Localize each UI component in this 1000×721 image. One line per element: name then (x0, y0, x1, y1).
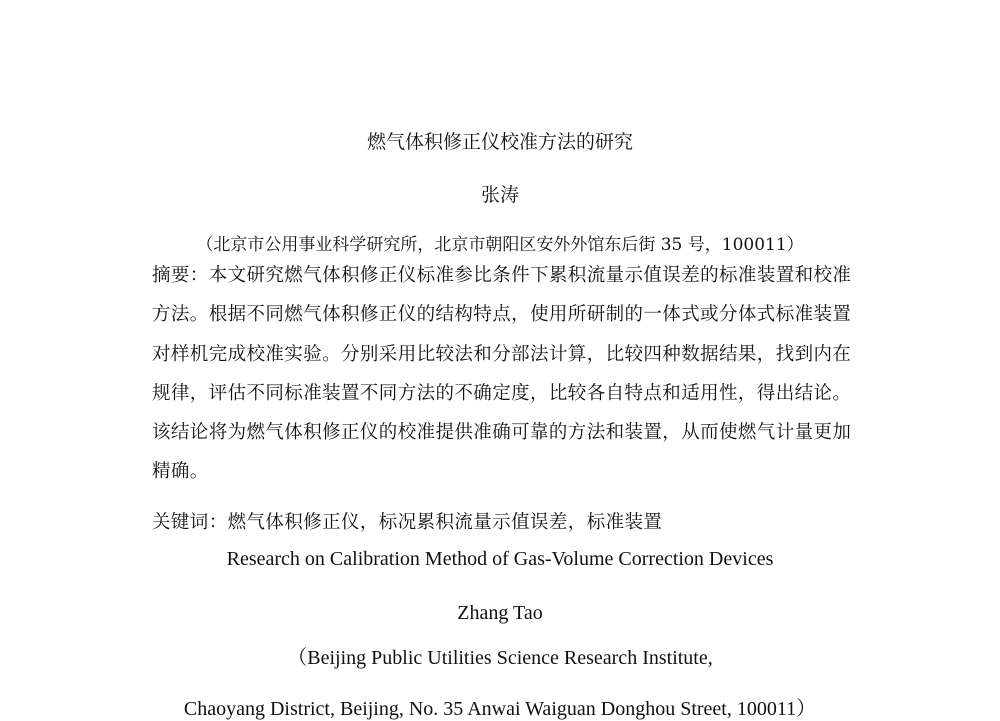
author-affiliation: （北京市公用事业科学研究所，北京市朝阳区安外外馆东后街 35 号，100011） (196, 235, 804, 255)
abstract-line: 该结论将为燃气体积修正仪的校准提供准确可靠的方法和装置，从而使燃气计量更加 (152, 422, 852, 443)
keywords: 关键词：燃气体积修正仪，标况累积流量示值误差，标准装置 (152, 512, 663, 533)
abstract-line: 摘要：本文研究燃气体积修正仪标准参比条件下累积流量示值误差的标准装置和校准 (152, 265, 852, 286)
author-name: 张涛 (480, 184, 519, 206)
paper-title: 燃气体积修正仪校准方法的研究 (366, 131, 633, 153)
english-title: Research on Calibration Method of Gas-Volume Correction Devices (226, 548, 774, 570)
abstract-line: 对样机完成校准实验。分别采用比较法和分部法计算，比较四种数据结果，找到内在 (152, 344, 852, 365)
english-affiliation-line2: Chaoyang District, Beijing, No. 35 Anwai Waiguan Donghou Street, 100011） (183, 698, 817, 720)
english-affiliation-line1: （Beijing Public Utilities Science Research Institute, (287, 647, 713, 669)
abstract-line: 规律，评估不同标准装置不同方法的不确定度，比较各自特点和适用性，得出结论。 (152, 383, 852, 404)
abstract-line: 精确。 (152, 461, 209, 482)
english-author: Zhang Tao (457, 602, 543, 624)
abstract-line: 方法。根据不同燃气体积修正仪的结构特点，使用所研制的一体式或分体式标准装置 (152, 304, 852, 325)
